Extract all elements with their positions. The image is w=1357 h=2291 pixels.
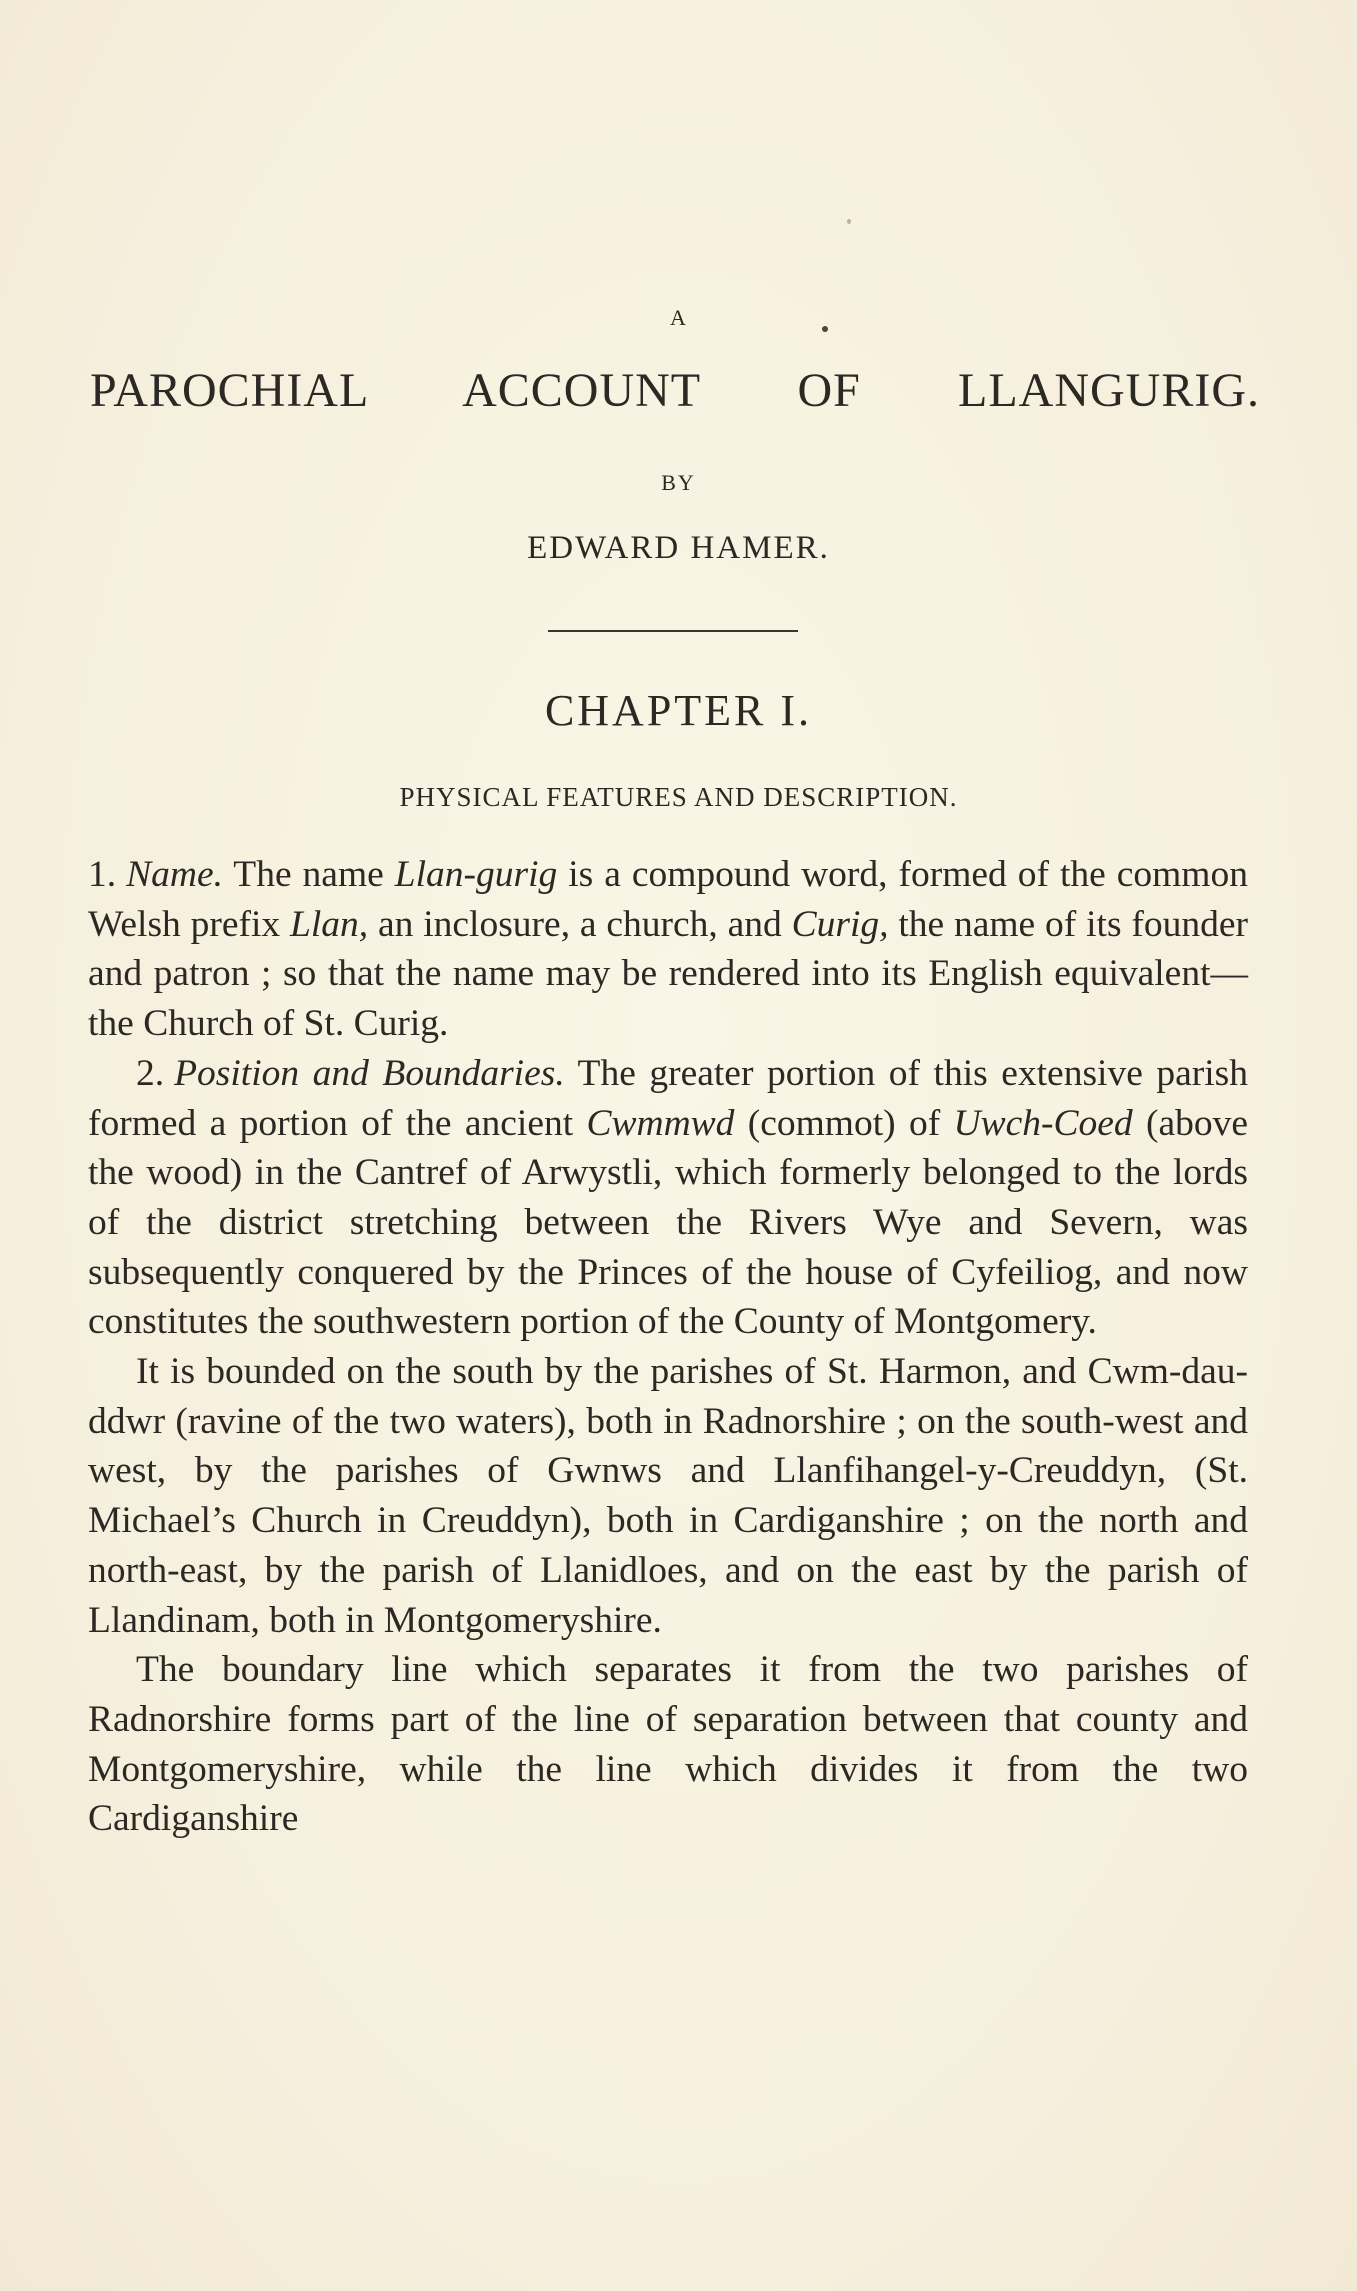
chapter-title: CHAPTER I.: [544, 686, 813, 735]
italic-term: Cwmmwd: [586, 1102, 735, 1144]
paragraph-text: (above the wood) in the Cantref of Arwystli, which formerly belonged to the lords of the district stretching between the Rivers Wye and Severn, was subsequently conquered by the Princes of the house of Cyfeiliog, and now constitutes the southwestern portion of the County of Montgomery.: [88, 1102, 1248, 1343]
section-heading: PHYSICAL FEATURES AND DESCRIPTION.: [399, 782, 958, 812]
italic-term: Llan-gurig: [394, 854, 558, 895]
byline-label: BY: [661, 470, 696, 495]
page-title: PAROCHIAL ACCOUNT OF LLANGURIG.: [90, 364, 1260, 417]
paragraph-boundary-line: The boundary line which separates it from the two parishes of Radnorshire forms part of the line of separation between that county and Montgomeryshire, while the line which divides it from the two Cardiganshire: [88, 1649, 1248, 1840]
paragraph-heading: Position and Boundaries.: [174, 1052, 565, 1094]
paragraph-heading: Name.: [126, 854, 223, 895]
paragraph-number: 2.: [136, 1052, 165, 1094]
paragraph-text: The greater portion of this extensive parish formed a portion of the ancient: [88, 1052, 1249, 1144]
paragraph-position: [88, 1049, 1248, 1347]
italic-term: Curig,: [791, 903, 889, 945]
italic-term: Uwch-Coed: [953, 1102, 1133, 1144]
paragraph-name: [88, 850, 1248, 1049]
paragraph-text: The name: [223, 854, 395, 895]
paragraph-bounds: It is bounded on the south by the parishes of St. Harmon, and Cwm-dau-ddwr (ravine of the two waters), both in Radnorshire ; on the south-west and west, by the parishes of Gwnws and Llanfihangel-y-Creuddyn, (St. Michael’s Church in Creuddyn), both in Cardiganshire ; on the north and north-east, by the parish of Llanidloes, and on the east by the parish of Llandinam, both in Montgomeryshire.: [88, 1351, 1248, 1641]
paragraph-text: the name of its founder and patron ; so that the name may be rendered into its English equivalent—the Church of St. Curig.: [88, 903, 1249, 1045]
author-name: EDWARD HAMER.: [527, 530, 830, 566]
paragraph-text: an inclosure, a church, and: [368, 903, 792, 945]
title-divider: [548, 630, 798, 632]
ink-speck: [847, 219, 851, 224]
paragraph-text: is a compound word, formed of the common Welsh prefix: [88, 854, 1248, 945]
title-kicker: A: [670, 305, 687, 330]
paragraph-text: (commot) of: [734, 1102, 954, 1144]
body-text: [88, 850, 1248, 1844]
italic-term: Llan,: [290, 903, 369, 945]
paragraph-number: 1.: [88, 854, 117, 895]
